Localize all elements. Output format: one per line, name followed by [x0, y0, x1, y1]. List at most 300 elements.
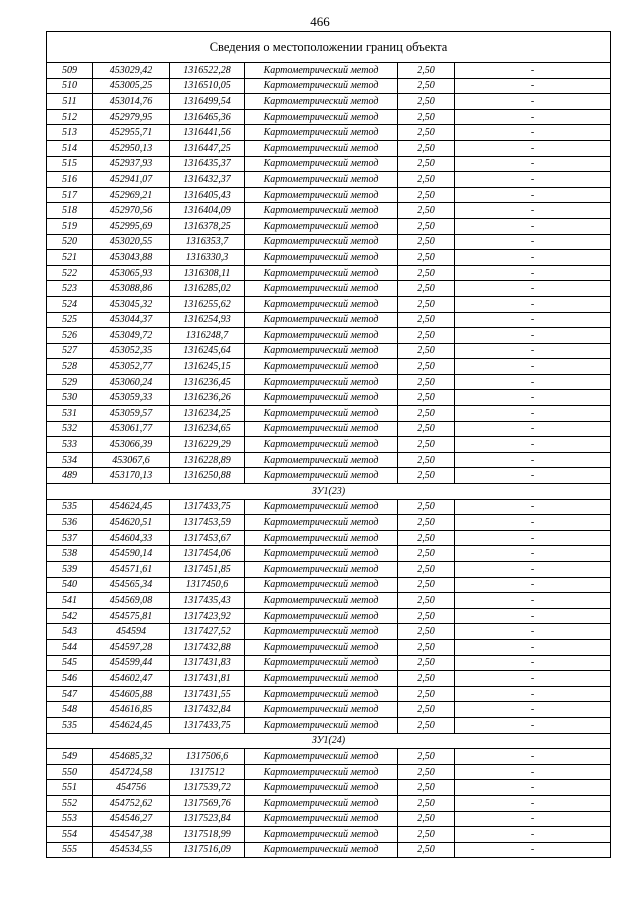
description-cell: - [455, 749, 611, 765]
point-number-cell: 542 [47, 608, 93, 624]
x-coordinate-cell: 453014,76 [93, 94, 170, 110]
x-coordinate-cell: 452979,95 [93, 109, 170, 125]
accuracy-cell: 2,50 [398, 78, 455, 94]
y-coordinate-cell: 1316250,88 [170, 468, 245, 484]
x-coordinate-cell: 454724,58 [93, 764, 170, 780]
description-cell: - [455, 172, 611, 188]
x-coordinate-cell: 453052,35 [93, 343, 170, 359]
method-cell: Картометрический метод [245, 343, 398, 359]
point-number-cell: 535 [47, 499, 93, 515]
table-row [47, 530, 611, 546]
method-cell: Картометрический метод [245, 530, 398, 546]
point-number-cell: 547 [47, 686, 93, 702]
description-cell: - [455, 499, 611, 515]
description-cell: - [455, 109, 611, 125]
point-number-cell: 527 [47, 343, 93, 359]
x-coordinate-cell: 454594 [93, 624, 170, 640]
section-row [47, 733, 611, 749]
y-coordinate-cell: 1317453,59 [170, 515, 245, 531]
description-cell: - [455, 671, 611, 687]
y-coordinate-cell: 1317516,09 [170, 842, 245, 858]
accuracy-cell: 2,50 [398, 374, 455, 390]
point-number-cell: 526 [47, 328, 93, 344]
method-cell: Картометрический метод [245, 671, 398, 687]
description-cell: - [455, 374, 611, 390]
y-coordinate-cell: 1316441,56 [170, 125, 245, 141]
point-number-cell: 549 [47, 749, 93, 765]
method-cell: Картометрический метод [245, 827, 398, 843]
point-number-cell: 489 [47, 468, 93, 484]
method-cell: Картометрический метод [245, 577, 398, 593]
x-coordinate-cell: 453059,57 [93, 406, 170, 422]
point-number-cell: 551 [47, 780, 93, 796]
accuracy-cell: 2,50 [398, 109, 455, 125]
method-cell: Картометрический метод [245, 795, 398, 811]
point-number-cell: 522 [47, 265, 93, 281]
description-cell: - [455, 94, 611, 110]
accuracy-cell: 2,50 [398, 452, 455, 468]
method-cell: Картометрический метод [245, 811, 398, 827]
point-number-cell: 509 [47, 63, 93, 79]
x-coordinate-cell: 453052,77 [93, 359, 170, 375]
accuracy-cell: 2,50 [398, 671, 455, 687]
x-coordinate-cell: 454604,33 [93, 530, 170, 546]
description-cell: - [455, 546, 611, 562]
accuracy-cell: 2,50 [398, 203, 455, 219]
description-cell: - [455, 639, 611, 655]
x-coordinate-cell: 453029,42 [93, 63, 170, 79]
y-coordinate-cell: 1317512 [170, 764, 245, 780]
description-cell: - [455, 686, 611, 702]
table-row [47, 390, 611, 406]
x-coordinate-cell: 454624,45 [93, 499, 170, 515]
description-cell: - [455, 795, 611, 811]
table-row [47, 499, 611, 515]
table-row [47, 593, 611, 609]
point-number-cell: 548 [47, 702, 93, 718]
x-coordinate-cell: 454575,81 [93, 608, 170, 624]
y-coordinate-cell: 1316522,28 [170, 63, 245, 79]
table-row [47, 406, 611, 422]
accuracy-cell: 2,50 [398, 515, 455, 531]
table-row [47, 780, 611, 796]
x-coordinate-cell: 452955,71 [93, 125, 170, 141]
x-coordinate-cell: 454616,85 [93, 702, 170, 718]
table-row [47, 187, 611, 203]
y-coordinate-cell: 1317431,81 [170, 671, 245, 687]
method-cell: Картометрический метод [245, 717, 398, 733]
point-number-cell: 519 [47, 218, 93, 234]
x-coordinate-cell: 454569,08 [93, 593, 170, 609]
point-number-cell: 530 [47, 390, 93, 406]
x-coordinate-cell: 454624,45 [93, 717, 170, 733]
y-coordinate-cell: 1316330,3 [170, 250, 245, 266]
point-number-cell: 521 [47, 250, 93, 266]
y-coordinate-cell: 1316447,25 [170, 140, 245, 156]
accuracy-cell: 2,50 [398, 187, 455, 203]
accuracy-cell: 2,50 [398, 530, 455, 546]
point-number-cell: 534 [47, 452, 93, 468]
accuracy-cell: 2,50 [398, 827, 455, 843]
method-cell: Картометрический метод [245, 359, 398, 375]
method-cell: Картометрический метод [245, 187, 398, 203]
table-row [47, 359, 611, 375]
x-coordinate-cell: 454565,34 [93, 577, 170, 593]
y-coordinate-cell: 1316308,11 [170, 265, 245, 281]
description-cell: - [455, 406, 611, 422]
point-number-cell: 554 [47, 827, 93, 843]
table-row [47, 203, 611, 219]
accuracy-cell: 2,50 [398, 312, 455, 328]
y-coordinate-cell: 1317506,6 [170, 749, 245, 765]
description-cell: - [455, 608, 611, 624]
description-cell: - [455, 187, 611, 203]
accuracy-cell: 2,50 [398, 811, 455, 827]
point-number-cell: 531 [47, 406, 93, 422]
method-cell: Картометрический метод [245, 764, 398, 780]
section-title: ЗУ1(24) [47, 733, 611, 749]
accuracy-cell: 2,50 [398, 795, 455, 811]
point-number-cell: 517 [47, 187, 93, 203]
accuracy-cell: 2,50 [398, 546, 455, 562]
x-coordinate-cell: 453020,55 [93, 234, 170, 250]
x-coordinate-cell: 454571,61 [93, 562, 170, 578]
x-coordinate-cell: 453049,72 [93, 328, 170, 344]
method-cell: Картометрический метод [245, 608, 398, 624]
y-coordinate-cell: 1316404,09 [170, 203, 245, 219]
point-number-cell: 511 [47, 94, 93, 110]
description-cell: - [455, 437, 611, 453]
description-cell: - [455, 624, 611, 640]
x-coordinate-cell: 454752,62 [93, 795, 170, 811]
description-cell: - [455, 717, 611, 733]
method-cell: Картометрический метод [245, 78, 398, 94]
table-row [47, 109, 611, 125]
y-coordinate-cell: 1317523,84 [170, 811, 245, 827]
y-coordinate-cell: 1317569,76 [170, 795, 245, 811]
y-coordinate-cell: 1317435,43 [170, 593, 245, 609]
table-row [47, 639, 611, 655]
description-cell: - [455, 218, 611, 234]
x-coordinate-cell: 454597,28 [93, 639, 170, 655]
description-cell: - [455, 702, 611, 718]
x-coordinate-cell: 453045,32 [93, 296, 170, 312]
x-coordinate-cell: 453005,25 [93, 78, 170, 94]
table-row [47, 296, 611, 312]
table-row [47, 515, 611, 531]
method-cell: Картометрический метод [245, 639, 398, 655]
table-row [47, 172, 611, 188]
point-number-cell: 516 [47, 172, 93, 188]
table-row [47, 421, 611, 437]
description-cell: - [455, 63, 611, 79]
accuracy-cell: 2,50 [398, 140, 455, 156]
method-cell: Картометрический метод [245, 156, 398, 172]
method-cell: Картометрический метод [245, 749, 398, 765]
description-cell: - [455, 764, 611, 780]
table-row [47, 717, 611, 733]
accuracy-cell: 2,50 [398, 421, 455, 437]
point-number-cell: 513 [47, 125, 93, 141]
description-cell: - [455, 562, 611, 578]
accuracy-cell: 2,50 [398, 281, 455, 297]
description-cell: - [455, 343, 611, 359]
method-cell: Картометрический метод [245, 655, 398, 671]
x-coordinate-cell: 454599,44 [93, 655, 170, 671]
method-cell: Картометрический метод [245, 780, 398, 796]
x-coordinate-cell: 453060,24 [93, 374, 170, 390]
accuracy-cell: 2,50 [398, 577, 455, 593]
point-number-cell: 533 [47, 437, 93, 453]
point-number-cell: 532 [47, 421, 93, 437]
method-cell: Картометрический метод [245, 499, 398, 515]
method-cell: Картометрический метод [245, 562, 398, 578]
y-coordinate-cell: 1316245,15 [170, 359, 245, 375]
table-row [47, 811, 611, 827]
accuracy-cell: 2,50 [398, 562, 455, 578]
y-coordinate-cell: 1317431,55 [170, 686, 245, 702]
table-row [47, 468, 611, 484]
point-number-cell: 555 [47, 842, 93, 858]
accuracy-cell: 2,50 [398, 608, 455, 624]
description-cell: - [455, 530, 611, 546]
point-number-cell: 524 [47, 296, 93, 312]
table-row [47, 795, 611, 811]
method-cell: Картометрический метод [245, 406, 398, 422]
table-row [47, 78, 611, 94]
x-coordinate-cell: 453088,86 [93, 281, 170, 297]
x-coordinate-cell: 454546,27 [93, 811, 170, 827]
x-coordinate-cell: 452937,93 [93, 156, 170, 172]
description-cell: - [455, 655, 611, 671]
description-cell: - [455, 265, 611, 281]
y-coordinate-cell: 1316228,89 [170, 452, 245, 468]
y-coordinate-cell: 1316236,45 [170, 374, 245, 390]
table-row [47, 842, 611, 858]
accuracy-cell: 2,50 [398, 842, 455, 858]
accuracy-cell: 2,50 [398, 406, 455, 422]
y-coordinate-cell: 1316234,25 [170, 406, 245, 422]
point-number-cell: 520 [47, 234, 93, 250]
method-cell: Картометрический метод [245, 63, 398, 79]
description-cell: - [455, 452, 611, 468]
accuracy-cell: 2,50 [398, 655, 455, 671]
table-row [47, 63, 611, 79]
y-coordinate-cell: 1317451,85 [170, 562, 245, 578]
method-cell: Картометрический метод [245, 624, 398, 640]
x-coordinate-cell: 454602,47 [93, 671, 170, 687]
y-coordinate-cell: 1317432,84 [170, 702, 245, 718]
description-cell: - [455, 140, 611, 156]
x-coordinate-cell: 452970,56 [93, 203, 170, 219]
page-number: 466 [310, 14, 330, 29]
y-coordinate-cell: 1316378,25 [170, 218, 245, 234]
point-number-cell: 553 [47, 811, 93, 827]
y-coordinate-cell: 1316255,62 [170, 296, 245, 312]
x-coordinate-cell: 454685,32 [93, 749, 170, 765]
table-row [47, 125, 611, 141]
y-coordinate-cell: 1317518,99 [170, 827, 245, 843]
y-coordinate-cell: 1317423,92 [170, 608, 245, 624]
point-number-cell: 540 [47, 577, 93, 593]
description-cell: - [455, 328, 611, 344]
accuracy-cell: 2,50 [398, 94, 455, 110]
description-cell: - [455, 780, 611, 796]
point-number-cell: 544 [47, 639, 93, 655]
x-coordinate-cell: 453066,39 [93, 437, 170, 453]
y-coordinate-cell: 1316465,36 [170, 109, 245, 125]
accuracy-cell: 2,50 [398, 359, 455, 375]
method-cell: Картометрический метод [245, 390, 398, 406]
description-cell: - [455, 811, 611, 827]
y-coordinate-cell: 1316254,93 [170, 312, 245, 328]
x-coordinate-cell: 453043,88 [93, 250, 170, 266]
method-cell: Картометрический метод [245, 94, 398, 110]
table-row [47, 702, 611, 718]
point-number-cell: 518 [47, 203, 93, 219]
table-row [47, 827, 611, 843]
accuracy-cell: 2,50 [398, 468, 455, 484]
table-row [47, 764, 611, 780]
description-cell: - [455, 359, 611, 375]
accuracy-cell: 2,50 [398, 499, 455, 515]
table-row [47, 94, 611, 110]
y-coordinate-cell: 1317454,06 [170, 546, 245, 562]
y-coordinate-cell: 1317450,6 [170, 577, 245, 593]
accuracy-cell: 2,50 [398, 250, 455, 266]
table-row [47, 140, 611, 156]
accuracy-cell: 2,50 [398, 686, 455, 702]
method-cell: Картометрический метод [245, 172, 398, 188]
y-coordinate-cell: 1316405,43 [170, 187, 245, 203]
section-title: ЗУ1(23) [47, 484, 611, 500]
point-number-cell: 535 [47, 717, 93, 733]
y-coordinate-cell: 1316499,54 [170, 94, 245, 110]
accuracy-cell: 2,50 [398, 234, 455, 250]
table-title: Сведения о местоположении границ объекта [47, 32, 611, 63]
accuracy-cell: 2,50 [398, 390, 455, 406]
y-coordinate-cell: 1316435,37 [170, 156, 245, 172]
table-row [47, 608, 611, 624]
description-cell: - [455, 125, 611, 141]
table-row [47, 577, 611, 593]
table-row [47, 562, 611, 578]
x-coordinate-cell: 452995,69 [93, 218, 170, 234]
y-coordinate-cell: 1316234,65 [170, 421, 245, 437]
accuracy-cell: 2,50 [398, 717, 455, 733]
point-number-cell: 541 [47, 593, 93, 609]
y-coordinate-cell: 1316236,26 [170, 390, 245, 406]
point-number-cell: 543 [47, 624, 93, 640]
boundary-coordinates-table [46, 31, 611, 858]
method-cell: Картометрический метод [245, 203, 398, 219]
method-cell: Картометрический метод [245, 593, 398, 609]
point-number-cell: 510 [47, 78, 93, 94]
accuracy-cell: 2,50 [398, 328, 455, 344]
x-coordinate-cell: 453065,93 [93, 265, 170, 281]
method-cell: Картометрический метод [245, 842, 398, 858]
y-coordinate-cell: 1317427,52 [170, 624, 245, 640]
method-cell: Картометрический метод [245, 452, 398, 468]
point-number-cell: 525 [47, 312, 93, 328]
accuracy-cell: 2,50 [398, 749, 455, 765]
x-coordinate-cell: 453044,37 [93, 312, 170, 328]
description-cell: - [455, 842, 611, 858]
accuracy-cell: 2,50 [398, 63, 455, 79]
table-row [47, 343, 611, 359]
method-cell: Картометрический метод [245, 218, 398, 234]
description-cell: - [455, 250, 611, 266]
method-cell: Картометрический метод [245, 234, 398, 250]
accuracy-cell: 2,50 [398, 265, 455, 281]
y-coordinate-cell: 1316245,64 [170, 343, 245, 359]
description-cell: - [455, 390, 611, 406]
table-row [47, 437, 611, 453]
accuracy-cell: 2,50 [398, 780, 455, 796]
y-coordinate-cell: 1316353,7 [170, 234, 245, 250]
point-number-cell: 523 [47, 281, 93, 297]
point-number-cell: 538 [47, 546, 93, 562]
x-coordinate-cell: 454534,55 [93, 842, 170, 858]
method-cell: Картометрический метод [245, 686, 398, 702]
method-cell: Картометрический метод [245, 281, 398, 297]
point-number-cell: 546 [47, 671, 93, 687]
x-coordinate-cell: 453059,33 [93, 390, 170, 406]
description-cell: - [455, 312, 611, 328]
accuracy-cell: 2,50 [398, 639, 455, 655]
method-cell: Картометрический метод [245, 374, 398, 390]
point-number-cell: 528 [47, 359, 93, 375]
y-coordinate-cell: 1316285,02 [170, 281, 245, 297]
point-number-cell: 529 [47, 374, 93, 390]
method-cell: Картометрический метод [245, 421, 398, 437]
accuracy-cell: 2,50 [398, 593, 455, 609]
x-coordinate-cell: 454547,38 [93, 827, 170, 843]
method-cell: Картометрический метод [245, 140, 398, 156]
table-row [47, 281, 611, 297]
method-cell: Картометрический метод [245, 437, 398, 453]
description-cell: - [455, 78, 611, 94]
table-row [47, 452, 611, 468]
y-coordinate-cell: 1316432,37 [170, 172, 245, 188]
y-coordinate-cell: 1316510,05 [170, 78, 245, 94]
accuracy-cell: 2,50 [398, 218, 455, 234]
description-cell: - [455, 577, 611, 593]
method-cell: Картометрический метод [245, 468, 398, 484]
accuracy-cell: 2,50 [398, 156, 455, 172]
y-coordinate-cell: 1317431,83 [170, 655, 245, 671]
accuracy-cell: 2,50 [398, 343, 455, 359]
x-coordinate-cell: 453067,6 [93, 452, 170, 468]
x-coordinate-cell: 454605,88 [93, 686, 170, 702]
method-cell: Картометрический метод [245, 125, 398, 141]
point-number-cell: 552 [47, 795, 93, 811]
x-coordinate-cell: 454590,14 [93, 546, 170, 562]
method-cell: Картометрический метод [245, 109, 398, 125]
method-cell: Картометрический метод [245, 296, 398, 312]
table-row [47, 374, 611, 390]
table-row [47, 234, 611, 250]
method-cell: Картометрический метод [245, 515, 398, 531]
y-coordinate-cell: 1317539,72 [170, 780, 245, 796]
method-cell: Картометрический метод [245, 250, 398, 266]
description-cell: - [455, 281, 611, 297]
method-cell: Картометрический метод [245, 546, 398, 562]
table-row [47, 686, 611, 702]
point-number-cell: 537 [47, 530, 93, 546]
x-coordinate-cell: 453061,77 [93, 421, 170, 437]
accuracy-cell: 2,50 [398, 702, 455, 718]
